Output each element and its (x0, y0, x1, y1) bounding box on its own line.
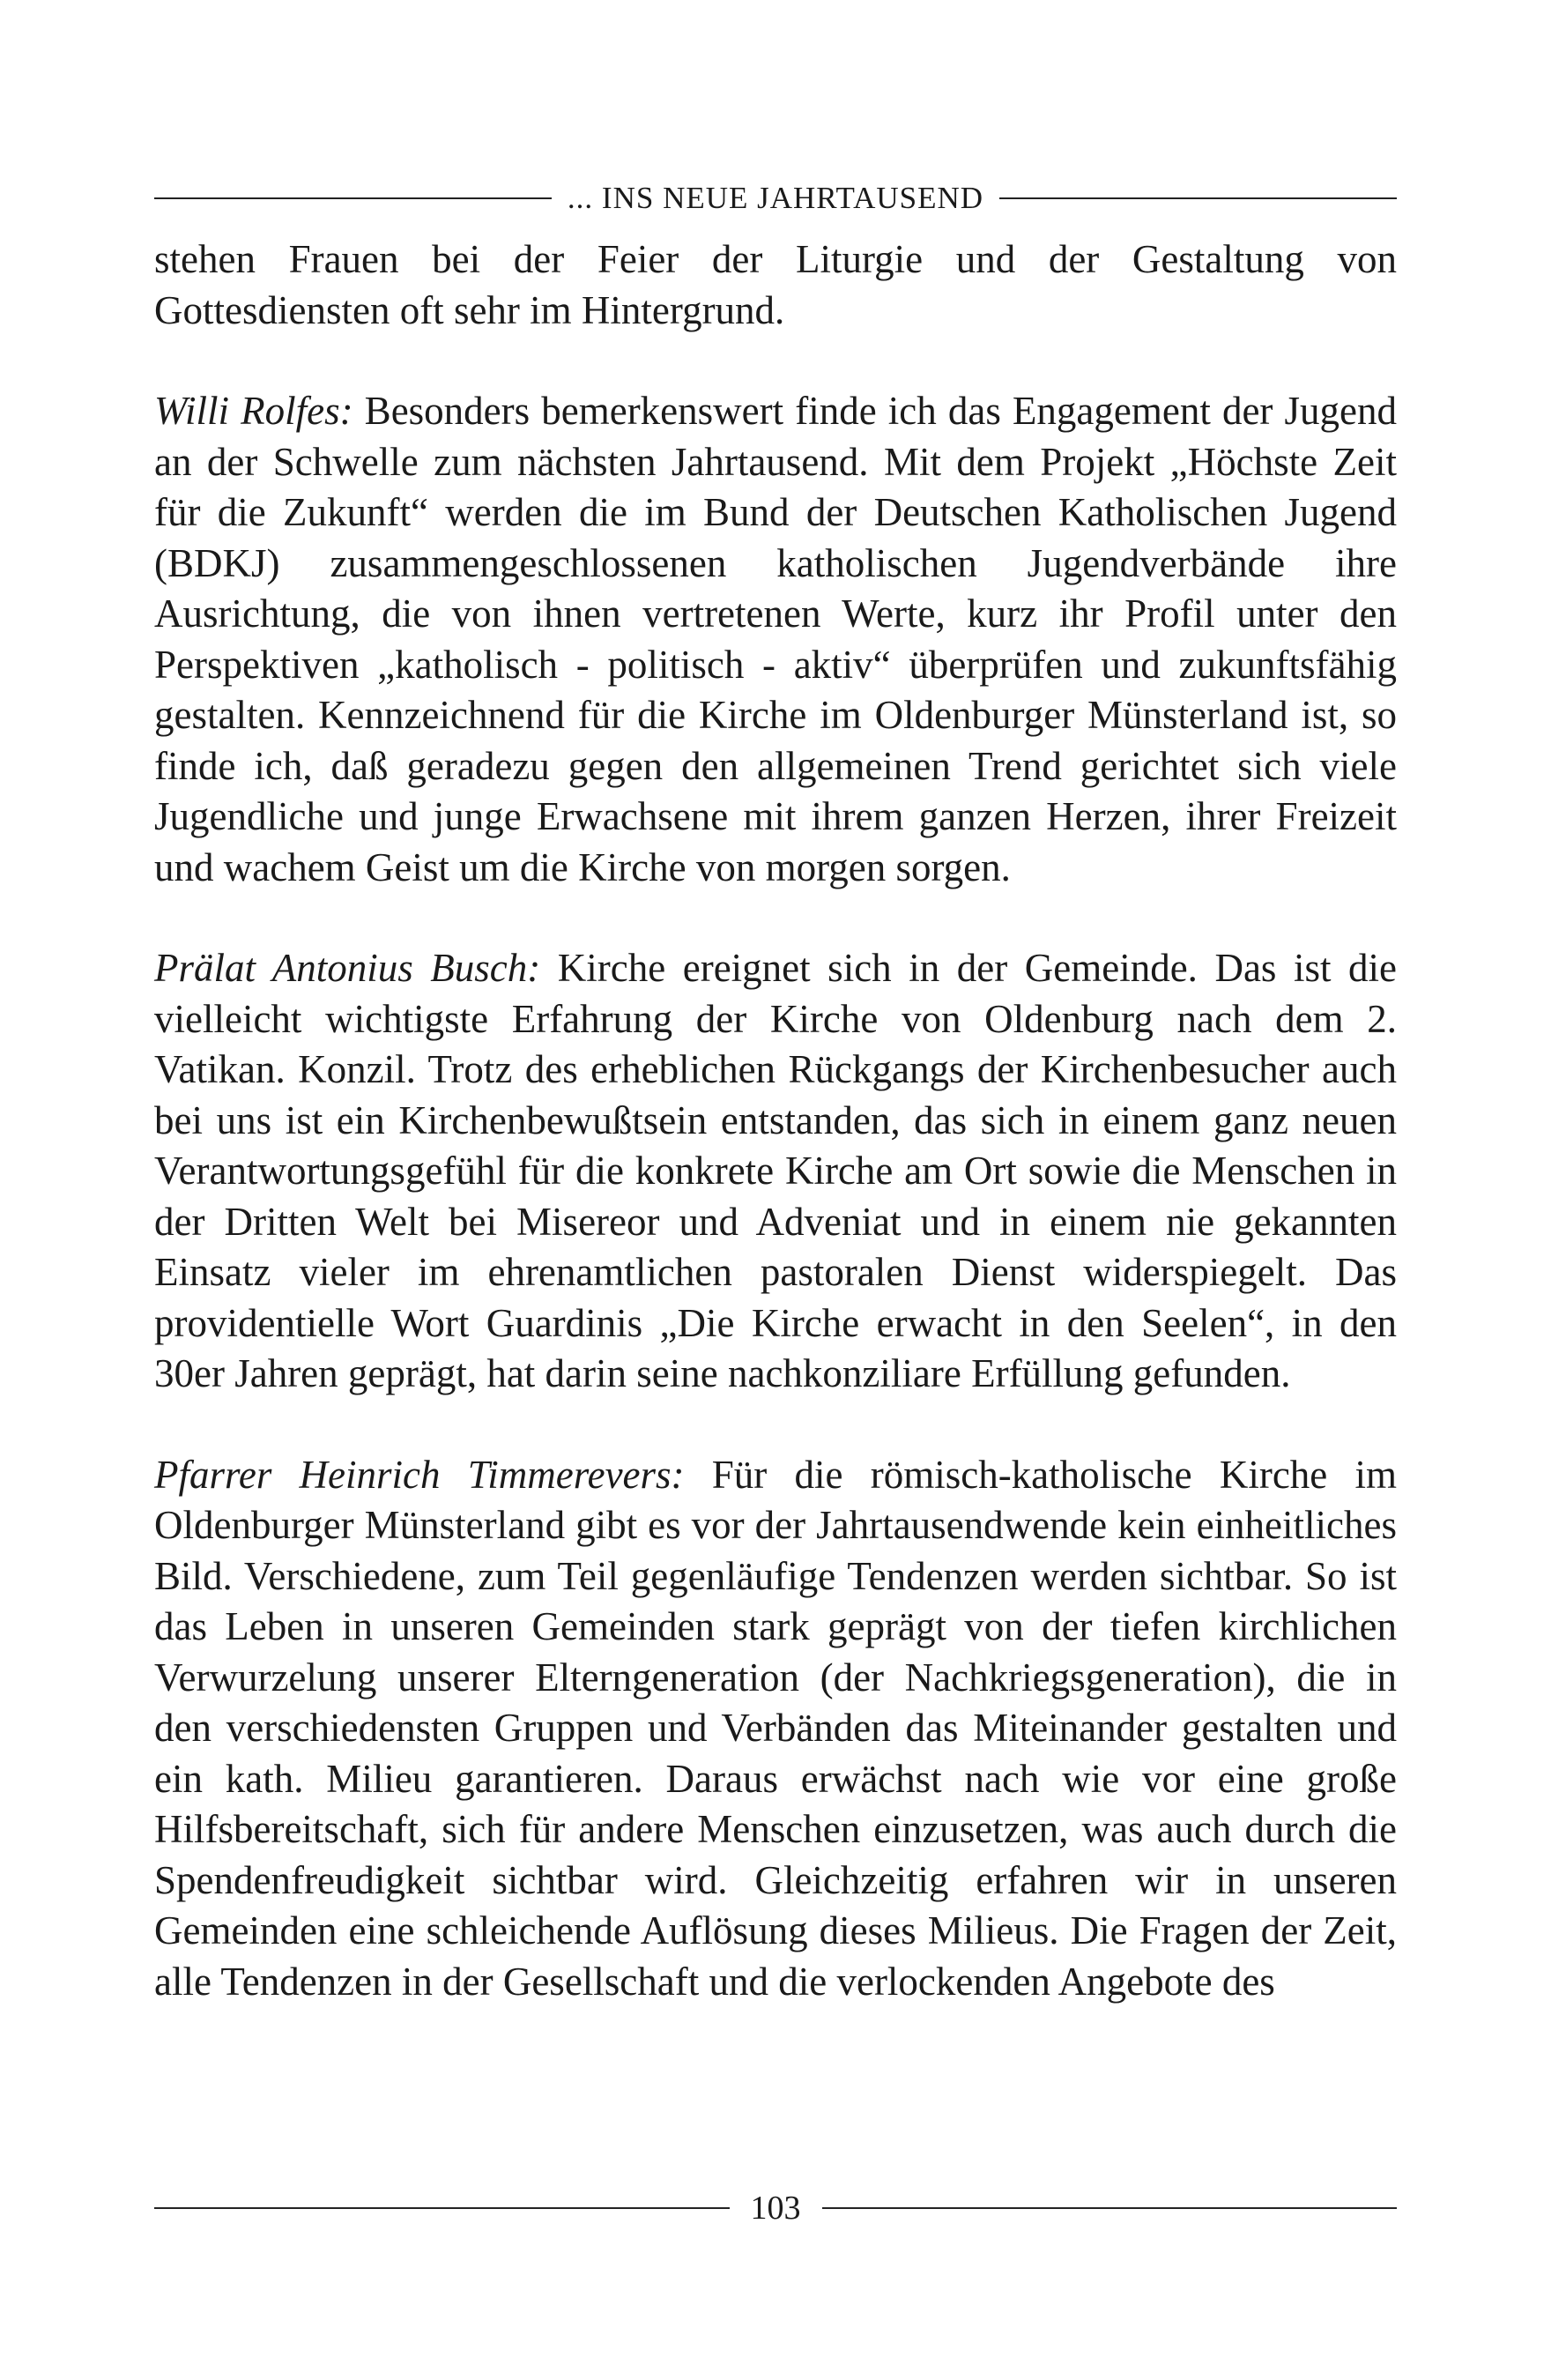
book-page (154, 176, 1397, 2274)
paragraph-3 (154, 943, 1397, 1400)
header-rule-right (999, 197, 1397, 199)
footer-rule-right (822, 2207, 1398, 2209)
paragraph-text: Für die römisch-katholische Kirche im Oldenburger Münsterland gibt es vor der Jahrtausendwende kein einheitliches Bild. Verschiedene, zum Teil gegenläufige Tendenzen werden sichtbar. So ist das Leben in unseren Gemeinden stark geprägt von der tiefen kirchlichen Verwurzelung unserer Elterngeneration (der Nachkriegsgeneration), die in den verschiedensten Gruppen und Verbänden das Miteinander gestalten und ein kath. Milieu garantieren. Daraus erwächst nach wie vor eine große Hilfsbereitschaft, sich für andere Menschen einzusetzen, was auch durch die Spendenfreudigkeit sichtbar wird. Gleichzeitig erfahren wir in unseren Gemeinden eine schleichende Auflösung dieses Milieus. Die Fragen der Zeit, alle Tendenzen in der Gesellschaft und die verlockenden Angebote des (154, 1452, 1398, 2004)
paragraph-1 (154, 234, 1397, 336)
running-title: ... INS NEUE JAHRTAUSEND (567, 181, 984, 215)
speaker-name: Pfarrer Heinrich Timmerevers: (154, 1452, 685, 1497)
running-header (154, 176, 1397, 220)
paragraph-text: stehen Frauen bei der Feier der Liturgie und der Gestaltung von Gottesdiensten oft sehr im Hintergrund. (154, 237, 1397, 332)
header-rule-left (154, 197, 552, 199)
page-footer (154, 2182, 1397, 2235)
paragraph-text: Kirche ereignet sich in der Gemeinde. Das ist die vielleicht wichtigste Erfahrung der Kirche von Oldenburg nach dem 2. Vatikan. Konzil. Trotz des erheblichen Rückgangs der Kirchenbesucher auch bei uns ist ein Kirchenbewußtsein entstanden, das sich in einem ganz neuen Verantwortungsgefühl für die konkrete Kirche am Ort sowie die Menschen in der Dritten Welt bei Misereor und Adveniat und in einem nie gekannten Einsatz vieler im ehrenamtlichen pastoralen Dienst widerspiegelt. Das providentielle Wort Guardinis „Die Kirche erwacht in den Seelen“, in den 30er Jahren geprägt, hat darin seine nachkonziliare Erfüllung gefunden. (154, 946, 1398, 1395)
paragraph-4 (154, 1450, 1397, 2008)
page-number: 103 (750, 2190, 801, 2227)
speaker-name: Willi Rolfes: (154, 389, 353, 433)
paragraph-2 (154, 386, 1397, 893)
paragraph-text: Besonders bemerkenswert finde ich das Engagement der Jugend an der Schwelle zum nächsten Jahrtausend. Mit dem Projekt „Höchste Zeit für die Zukunft“ werden die im Bund der Deutschen Katholischen Jugend (BDKJ) zusammengeschlossenen katholischen Jugendverbände ihre Ausrichtung, die von ihnen vertretenen Werte, kurz ihr Profil unter den Perspektiven „katholisch - politisch - aktiv“ überprüfen und zukunftsfähig gestalten. Kennzeichnend für die Kirche im Oldenburger Münsterland ist, so finde ich, daß geradezu gegen den allgemeinen Trend gerichtet sich viele Jugendliche und junge Erwachsene mit ihrem ganzen Herzen, ihrer Freizeit und wachem Geist um die Kirche von morgen sorgen. (154, 389, 1397, 889)
speaker-name: Prälat Antonius Busch: (154, 946, 541, 990)
footer-rule-left (154, 2207, 730, 2209)
